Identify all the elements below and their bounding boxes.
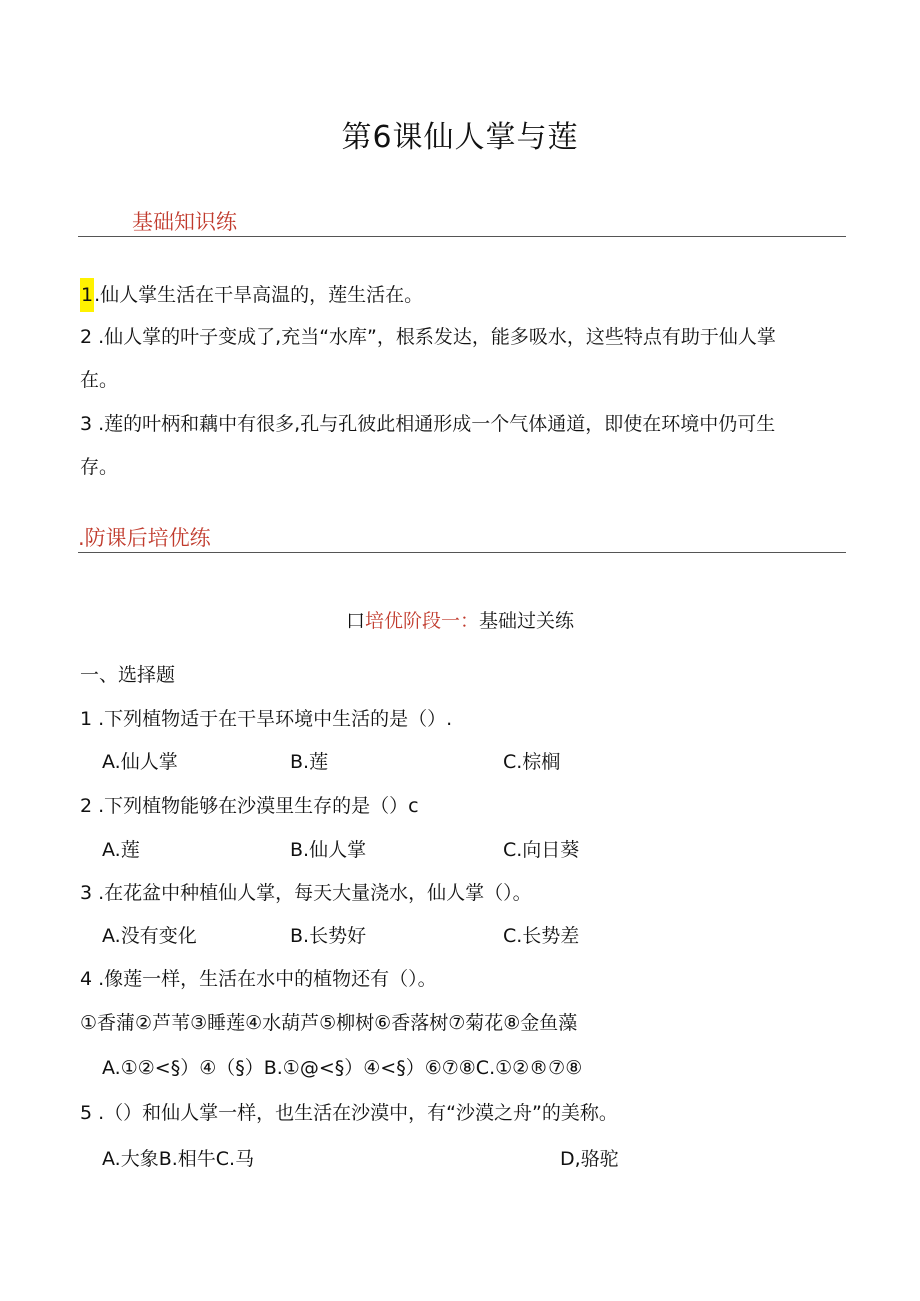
question-number-highlight: 1	[80, 278, 94, 312]
option-c: C.长势差	[503, 925, 580, 947]
choice-question-1: 1 .下列植物适于在干旱环境中生活的是（）.	[80, 708, 453, 730]
choice-question-4: 4 .像莲一样，生活在水中的植物还有（）。	[80, 968, 437, 990]
choice-question-5: 5 .（）和仙人掌一样，也生活在沙漠中，有“沙漠之舟”的美称。	[80, 1102, 618, 1124]
option-b: B.莲	[290, 751, 329, 773]
section-heading-basic-text: 基础知识练	[132, 210, 237, 234]
part-title: 一、选择题	[80, 664, 176, 686]
option-a: A.没有变化	[102, 925, 197, 947]
option-d: D,骆驼	[560, 1148, 619, 1170]
plant-list: ①香蒲②芦苇③睡莲④水葫芦⑤柳树⑥香落树⑦菊花⑧金鱼藻	[80, 1012, 578, 1034]
fill-question-3-line-2: 存。	[80, 456, 119, 478]
fill-question-3-line-1: 3 .莲的叶柄和藕中有很多,孔与孔彼此相通形成一个气体通道，即使在环境中仍可生	[80, 413, 776, 435]
choice-question-2: 2 .下列植物能够在沙漠里生存的是（）c	[80, 795, 419, 817]
stage-heading-red: 培优阶段一：	[364, 610, 479, 632]
option-row: A.①②<§）④（§）B.①@<§）④<§）⑥⑦⑧C.①②®⑦⑧	[102, 1057, 583, 1079]
option-c: C.棕榈	[503, 751, 561, 773]
page-title: 第6课仙人掌与莲	[341, 120, 579, 155]
checkbox-square: 口	[345, 610, 365, 632]
option-b: B.仙人掌	[290, 839, 367, 861]
option-a: A.莲	[102, 839, 140, 861]
fill-question-2-line-2: 在。	[80, 369, 119, 391]
option-c: C.向日葵	[503, 839, 580, 861]
option-abc: A.大象B.相牛C.马	[102, 1148, 255, 1170]
fill-question-1	[80, 280, 423, 307]
section-divider	[78, 236, 846, 237]
option-b: B.长势好	[290, 925, 367, 947]
option-a: A.仙人掌	[102, 751, 178, 773]
question-text: .仙人掌生活在干旱高温的，莲生活在。	[94, 284, 424, 306]
section-heading-after-class-text: .防课后培优练	[78, 526, 211, 550]
stage-heading-black: 基础过关练	[479, 610, 575, 632]
section-heading-basic	[132, 206, 237, 236]
choice-question-3: 3 .在花盆中种植仙人掌，每天大量浇水，仙人掌（）。	[80, 882, 532, 904]
fill-question-2-line-1: 2 .仙人掌的叶子变成了,充当“水库”，根系发达，能多吸水，这些特点有助于仙人掌	[80, 326, 776, 348]
section-divider	[78, 552, 846, 553]
stage-heading	[0, 606, 920, 633]
section-heading-after-class	[78, 522, 211, 552]
